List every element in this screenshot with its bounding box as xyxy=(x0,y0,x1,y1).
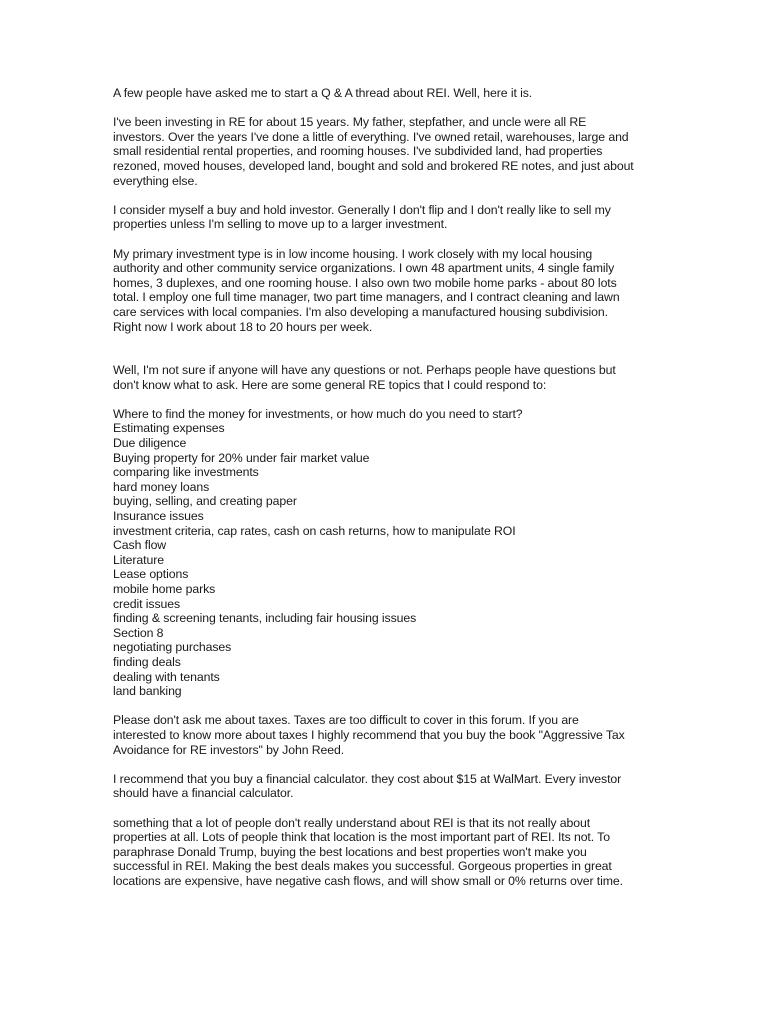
topic-item: finding deals xyxy=(113,654,181,669)
topic-item: finding & screening tenants, including fair housing issues xyxy=(113,611,417,626)
investor-style-paragraph xyxy=(113,203,658,232)
intro-paragraph xyxy=(113,86,658,101)
text-line: I've been investing in RE for about 15 years. My father, stepfather, and uncle were all RE xyxy=(113,115,587,130)
text-line: I recommend that you buy a financial calculator. they cost about $15 at WalMart. Every investor xyxy=(113,771,622,786)
text-line: don't know what to ask. Here are some general RE topics that I could respond to: xyxy=(113,377,547,392)
text-line: properties unless I'm selling to move up to a larger investment. xyxy=(113,217,448,232)
topic-item: dealing with tenants xyxy=(113,669,220,684)
topic-list xyxy=(113,407,658,699)
text-line: Right now I work about 18 to 20 hours per week. xyxy=(113,319,373,334)
text-line: should have a financial calculator. xyxy=(113,786,294,801)
document-page xyxy=(113,86,658,903)
text-line: Please don't ask me about taxes. Taxes are too difficult to cover in this forum. If you are xyxy=(113,713,579,728)
text-line: I consider myself a buy and hold investor. Generally I don't flip and I don't really like to sell my xyxy=(113,202,611,217)
text-line: something that a lot of people don't really understand about REI is that its not really about xyxy=(113,815,591,830)
text-line: authority and other community service organizations. I own 48 apartment units, 4 single family xyxy=(113,261,615,276)
topic-item: land banking xyxy=(113,684,182,699)
topic-item: Section 8 xyxy=(113,625,164,640)
text-line: rezoned, moved houses, developed land, bought and sold and brokered RE notes, and just about xyxy=(113,158,634,173)
text-line: locations are expensive, have negative cash flows, and will show small or 0% returns over time. xyxy=(113,873,623,888)
text-line: properties at all. Lots of people think that location is the most important part of REI. Its not. To xyxy=(113,830,610,845)
text-line: A few people have asked me to start a Q & A thread about REI. Well, here it is. xyxy=(113,86,533,100)
topic-item: Due diligence xyxy=(113,436,187,451)
topic-item: negotiating purchases xyxy=(113,640,232,655)
text-line: Well, I'm not sure if anyone will have any questions or not. Perhaps people have questions but xyxy=(113,363,616,378)
topic-item: investment criteria, cap rates, cash on cash returns, how to manipulate ROI xyxy=(113,523,516,538)
text-line: homes, 3 duplexes, and one rooming house. I also own two mobile home parks - about 80 lots xyxy=(113,275,617,290)
text-line: small residential rental properties, and rooming houses. I've subdivided land, had properties xyxy=(113,144,603,159)
text-line: everything else. xyxy=(113,173,198,188)
questions-paragraph xyxy=(113,363,658,392)
topic-item: hard money loans xyxy=(113,479,210,494)
topic-item: Lease options xyxy=(113,567,189,582)
taxes-paragraph xyxy=(113,713,658,757)
topic-item: Insurance issues xyxy=(113,509,204,524)
topic-item: Estimating expenses xyxy=(113,421,225,436)
topic-item: Literature xyxy=(113,552,164,567)
topic-item: comparing like investments xyxy=(113,465,259,480)
topic-item: buying, selling, and creating paper xyxy=(113,494,297,509)
calculator-paragraph xyxy=(113,772,658,801)
primary-investment-paragraph xyxy=(113,247,658,335)
topic-item: Cash flow xyxy=(113,538,167,553)
topic-item: mobile home parks xyxy=(113,582,216,596)
text-line: investors. Over the years I've done a little of everything. I've owned retail, warehouses, large and xyxy=(113,129,629,144)
text-line: care services with local companies. I'm also developing a manufactured housing subdivision. xyxy=(113,304,608,319)
background-paragraph xyxy=(113,115,658,188)
topic-item: Where to find the money for investments, or how much do you need to start? xyxy=(113,406,523,421)
text-line: paraphrase Donald Trump, buying the best locations and best properties won't make you xyxy=(113,844,587,859)
text-line: total. I employ one full time manager, two part time managers, and I contract cleaning and lawn xyxy=(113,290,620,305)
topic-item: Buying property for 20% under fair market value xyxy=(113,450,370,465)
text-line: interested to know more about taxes I highly recommend that you buy the book "Aggressive Tax xyxy=(113,727,625,742)
topic-item: credit issues xyxy=(113,596,181,611)
text-line: successful in REI. Making the best deals makes you successful. Gorgeous properties in great xyxy=(113,859,612,874)
text-line: Avoidance for RE investors" by John Reed. xyxy=(113,742,345,757)
text-line: My primary investment type is in low income housing. I work closely with my local housing xyxy=(113,246,593,261)
deals-paragraph xyxy=(113,816,658,889)
